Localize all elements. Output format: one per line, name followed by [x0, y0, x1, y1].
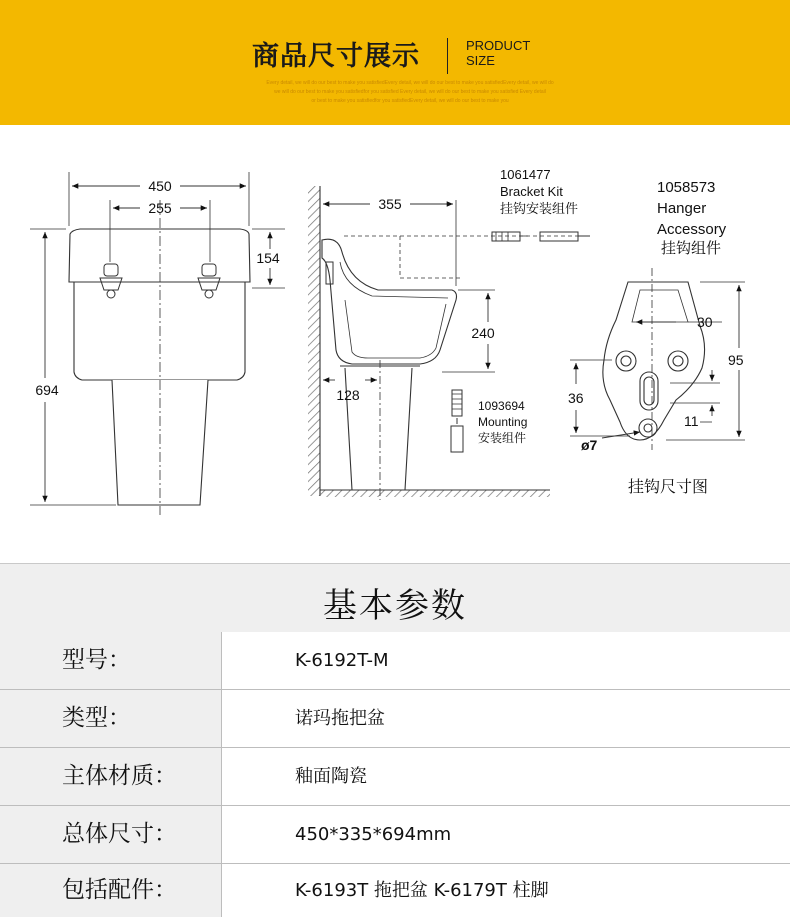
bracket-kit-name-en: Bracket Kit: [500, 184, 563, 199]
dim-front-255: 255: [148, 200, 172, 216]
dim-side-128: 128: [336, 387, 360, 403]
param-label-accessories: 包括配件：: [0, 864, 222, 917]
params-title: 基本参数: [323, 586, 467, 626]
params-header: [0, 563, 790, 633]
side-view: [308, 186, 590, 500]
dim-hanger-11: 11: [684, 413, 699, 429]
param-value-dimensions: 450*335*694mm: [295, 824, 452, 845]
param-value-accessories: K-6193T 拖把盆 K-6179T 柱脚: [295, 880, 549, 901]
banner-fine-print-2: we will do our best to make you satisfiedfor you satisfied Every detail, we will do our best to make you satisfied Every detail: [274, 89, 546, 95]
hanger-name-en-2: Accessory: [657, 221, 727, 238]
param-row-material: [0, 748, 790, 806]
param-label-model: 型号：: [0, 632, 222, 689]
param-label-type: 类型：: [0, 690, 222, 747]
banner-title-en-line1: PRODUCT: [466, 38, 531, 53]
banner-divider: [447, 38, 448, 74]
banner-fine-print-3: or best to make you satisfiedfor you satisfiedEvery detail, we will do our best to make you: [311, 98, 509, 104]
bracket-kit-code: 1061477: [500, 167, 551, 182]
mounting-name-cn: 安装组件: [478, 431, 527, 445]
hanger-dims-caption: 挂钩尺寸图: [628, 479, 709, 496]
banner-title-en: [466, 38, 530, 68]
bracket-kit-name-cn: 挂钩安装组件: [500, 201, 579, 216]
dim-hanger-36: 36: [568, 390, 584, 406]
hanger-name-cn: 挂钩组件: [661, 240, 722, 257]
dim-front-450: 450: [148, 178, 172, 194]
dim-front-694: 694: [35, 382, 59, 398]
dim-side-355: 355: [378, 196, 402, 212]
banner-title-en-line2: SIZE: [466, 53, 495, 68]
mounting-code: 1093694: [478, 399, 525, 413]
header-banner: [0, 0, 790, 125]
dim-hanger-95: 95: [728, 352, 744, 368]
param-value-type: 诺玛拖把盆: [295, 708, 385, 729]
hanger-name-en-1: Hanger: [657, 200, 707, 217]
banner-title-cn: 商品尺寸展示: [252, 41, 420, 72]
dim-side-240: 240: [471, 325, 495, 341]
hanger-drawing: [570, 268, 745, 450]
param-value-model: K-6192T-M: [295, 650, 389, 671]
dimension-drawing: [0, 150, 790, 520]
param-row-model: [0, 632, 790, 690]
banner-fine-print-1: Every detail, we will do our best to make you satisfiedEvery detail, we will do our best to make you satisfiedEvery detail, we will do: [266, 80, 554, 86]
dim-hanger-30: 30: [697, 314, 713, 330]
param-value-material: 釉面陶瓷: [295, 766, 367, 787]
front-view: [30, 172, 285, 515]
dim-hanger-d7: ø7: [581, 437, 598, 453]
param-label-material: 主体材质：: [0, 748, 222, 805]
param-label-dimensions: 总体尺寸：: [0, 806, 222, 863]
param-row-dimensions: [0, 806, 790, 864]
param-row-accessories: [0, 864, 790, 917]
mounting-name-en: Mounting: [478, 415, 528, 429]
hanger-code: 1058573: [657, 179, 716, 196]
param-row-type: [0, 690, 790, 748]
dim-front-154: 154: [256, 250, 280, 266]
